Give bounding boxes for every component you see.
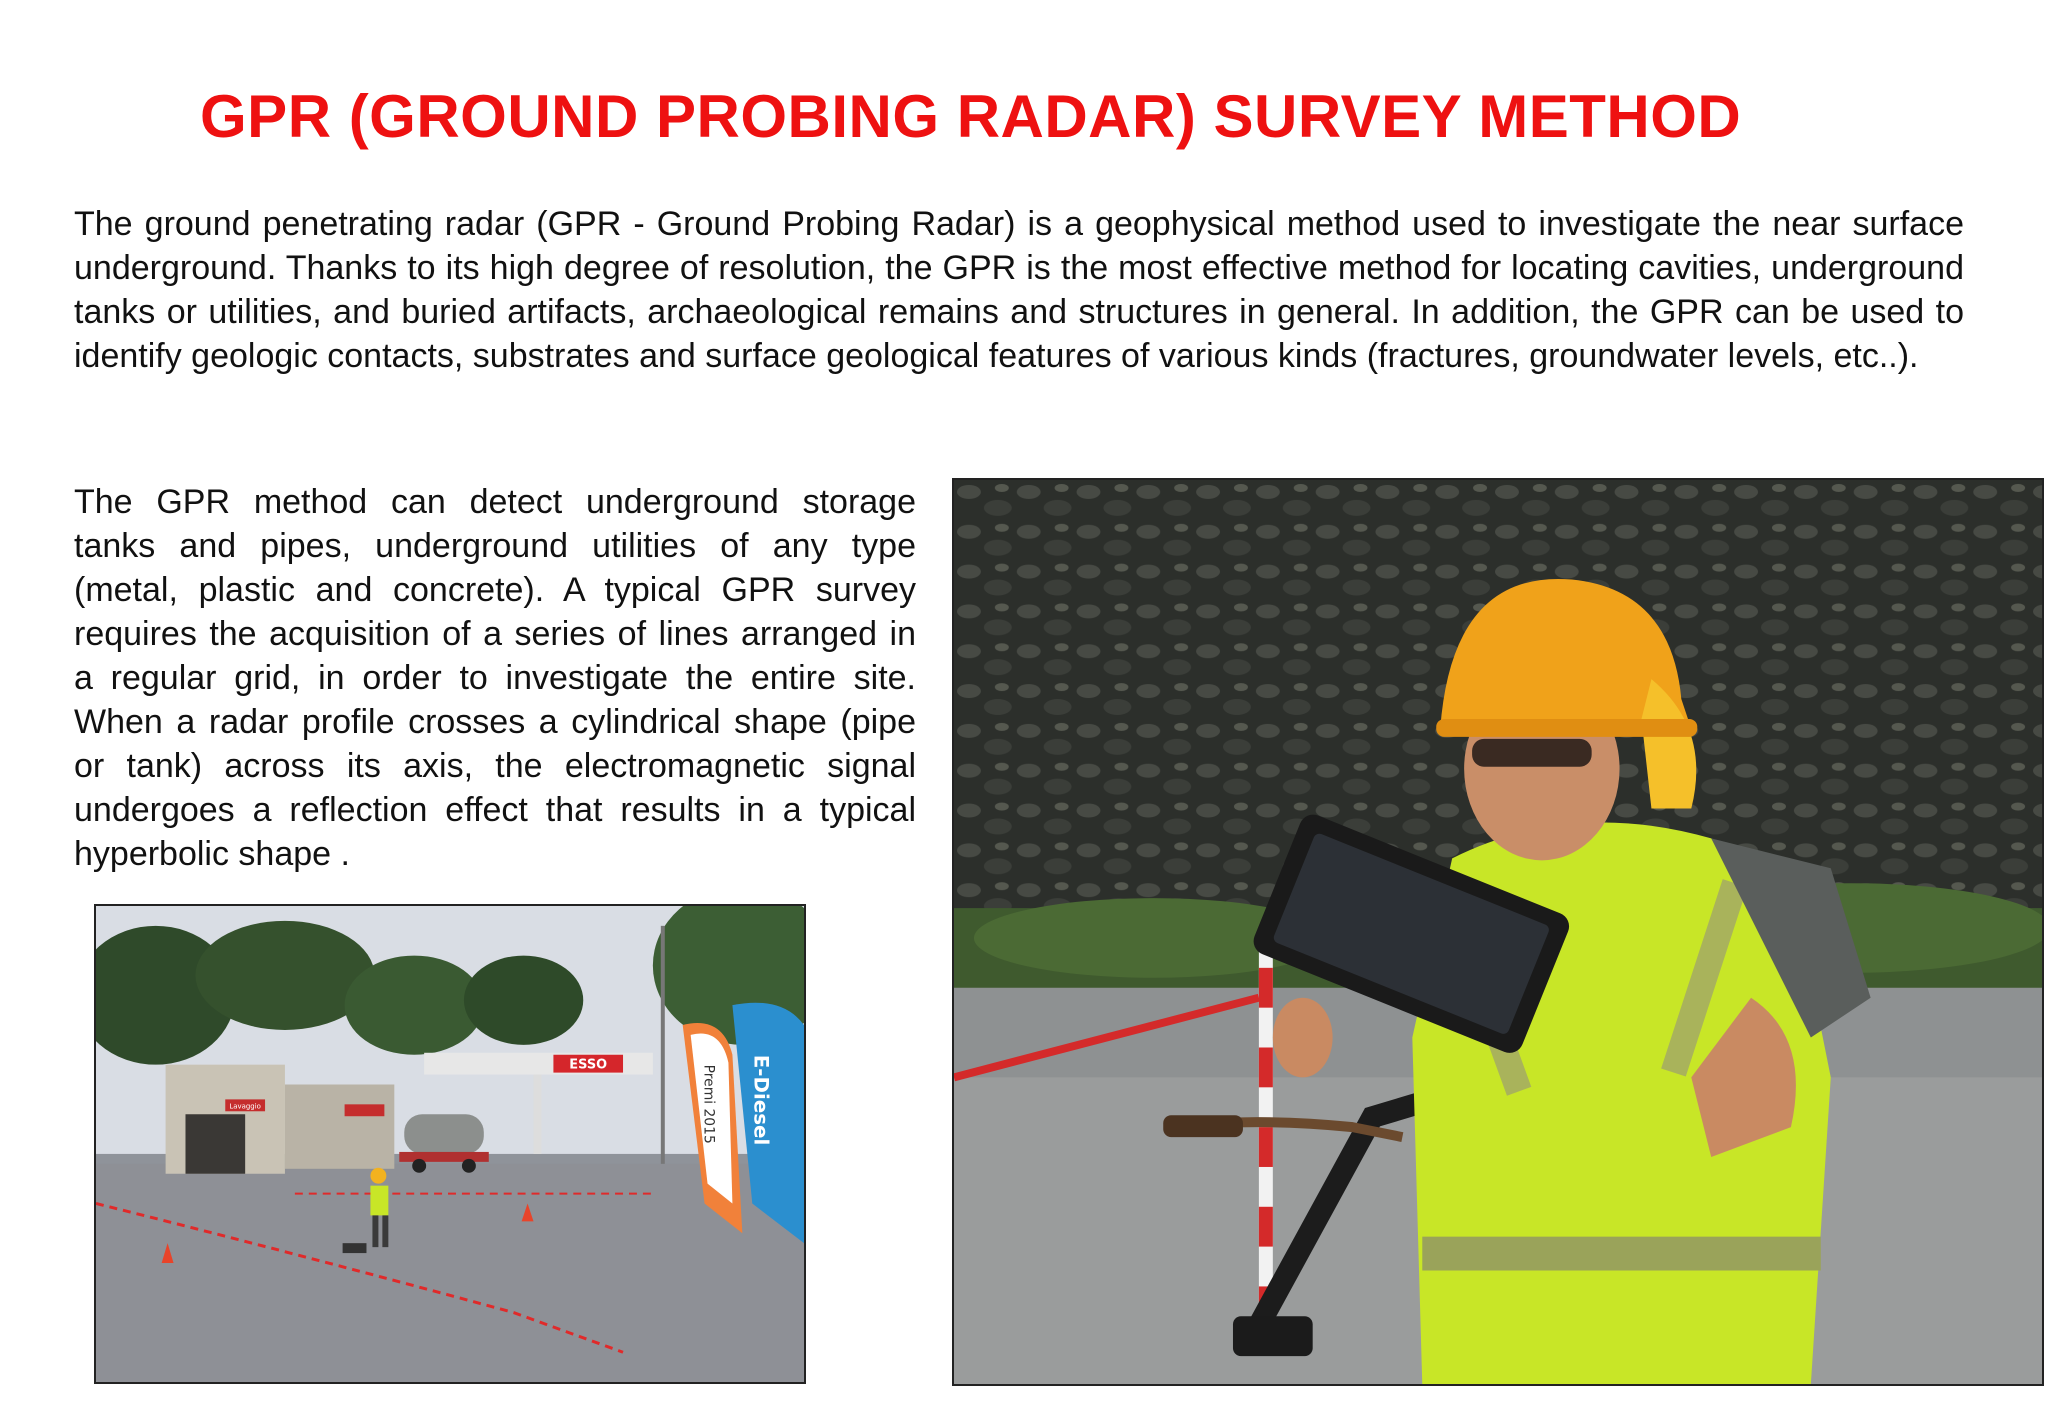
method-paragraph: The GPR method can detect underground storage tanks and pipes, underground utilities of any type (metal, plastic and concrete). A typical GPR survey requires the acquisition of a series of lines arranged in a regular grid, in order to investigate the entire site. When a radar profile crosses a cylindrical shape (pipe or tank) across its axis, the electromagnetic signal undergoes a reflection effect that results in a typical hyperbolic shape . <box>74 483 916 873</box>
intro-paragraph: The ground penetrating radar (GPR - Ground Probing Radar) is a geophysical method used to investigate the near surface underground. Thanks to its high degree of resolution, the GPR is the most effective method for locating cavities, underground tanks or utilities, and buried artifacts, archaeological remains and structures in general. In addition, the GPR can be used to identify geologic contacts, substrates and surface geological features of various kinds (fractures, groundwater levels, etc..). <box>74 205 1964 375</box>
gas-station-survey-photo <box>94 904 806 1384</box>
gpr-operator-photo <box>952 478 2044 1386</box>
banner-text: E-Diesel <box>749 1054 773 1146</box>
canopy-sign: ESSO <box>569 1057 608 1073</box>
shop-sign: Lavaggio <box>229 1102 261 1111</box>
flag-text: Premi 2015 <box>700 1064 717 1144</box>
page-title: GPR (GROUND PROBING RADAR) SURVEY METHOD <box>200 83 1742 150</box>
